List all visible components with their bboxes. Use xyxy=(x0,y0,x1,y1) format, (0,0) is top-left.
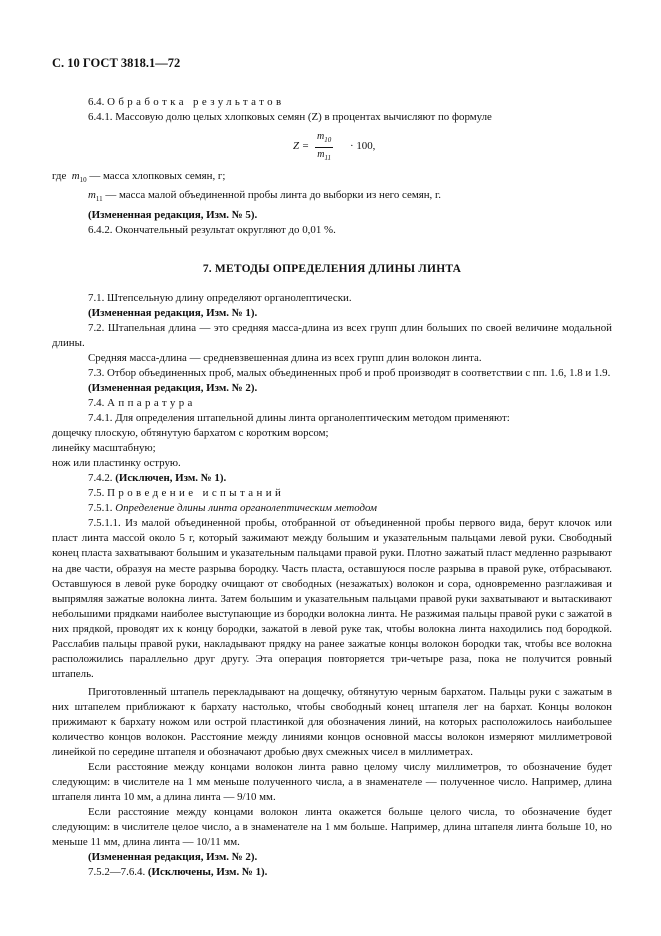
subsection-heading-7-5: 7.5. Проведение испытаний xyxy=(88,487,285,500)
paragraph-7-2: 7.2. Штапельная длина — это средняя масса-длина из всех групп длин больших по своей величине модальной длины. xyxy=(52,321,612,349)
paragraph-integer-length: Если расстояние между концами волокон линта равно целому числу миллиметров, то обозначение будет следующим: в числителе на 1 мм меньше полученного числа, а в знаменателе — полученное число. Например, длина штапеля линта 10 мм, а длина линта — 9/10 мм. xyxy=(52,761,612,804)
list-item: линейку масштабную; xyxy=(52,442,156,455)
paragraph-7-4-1: 7.4.1. Для определения штапельной длины линта органолептическим методом применяют: xyxy=(88,412,510,425)
formula-fraction: $\frac{m_{10}}{m_{11}}$ xyxy=(317,131,332,163)
paragraph-7-5-1-1: 7.5.1.1. Из малой объединенной пробы, отобранной от объединенной пробы первого вида, берут клочок или пласт линта массой около 5 г, который зажимают между большим и указательным пальцами левой руки. Свободный конец пласта захватывают большим и указательным пальцами правой руки. Плотно зажатый пласт медленно разрывают на две части, образуя на месте разрыва бородку. Часть пласта, оставшуюся после разрыва в правой руке, отбрасывают. Оставшуюся в левой руке бородку очищают от свободных (незажатых) волокон и сора, одновременно разглаживая и выпрямляя зажатые волокна линта. Затем большим и указательным пальцами правой руки захватывают и вытаскивают небольшими прядками наиболее выступающие из бородки волокна линта. Не разжимая пальцы правой руки с зажатой в них прядкой, проводят их к концу бородки, зажатой в левой руке так, чтобы волокна линта находились под бородкой. Расслабив пальцы правой руки, накладывают прядку на ранее зажатые концы волокон бородки так, чтобы все волокна расположились параллельно друг другу. Эта операция повторяется три-четыре раза, пока не получится ровный штапель. xyxy=(52,517,612,680)
paragraph-7-4-2: 7.4.2. (Исключен, Изм. № 1). xyxy=(88,472,227,485)
subsection-heading-6-4: 6.4. Обработка результатов xyxy=(88,96,285,108)
paragraph-6-4-1: 6.4.1. Массовую долю целых хлопковых семян (Z) в процентах вычисляют по формуле xyxy=(88,111,492,124)
edit-note-5: (Измененная редакция, Изм. № 5). xyxy=(88,208,258,221)
where-line-1: где $m_{10}$ — масса хлопковых семян, г; xyxy=(52,170,226,185)
spaced-heading: Обработка результатов xyxy=(107,96,285,108)
list-item: нож или пластинку острую. xyxy=(52,457,181,470)
edit-note-2a: (Измененная редакция, Изм. № 2). xyxy=(88,381,258,394)
edit-note-2b: (Измененная редакция, Изм. № 2). xyxy=(88,851,258,864)
paragraph-7-1: 7.1. Штепсельную длину определяют органолептически. xyxy=(88,291,352,304)
spaced-heading: Аппаратура xyxy=(107,397,196,409)
list-item: дощечку плоскую, обтянутую бархатом с коротким ворсом; xyxy=(52,427,329,440)
formula xyxy=(52,125,612,169)
spaced-heading: Проведение испытаний xyxy=(107,487,285,500)
page-header: С. 10 ГОСТ 3818.1—72 xyxy=(52,56,181,70)
formula-lhs: Z = xyxy=(293,140,310,153)
document-body xyxy=(52,95,612,881)
edit-note-1: (Измененная редакция, Изм. № 1). xyxy=(88,306,258,319)
paragraph-6-4-2: 6.4.2. Окончательный результат округляют до 0,01 %. xyxy=(88,223,336,236)
paragraph-7-3: 7.3. Отбор объединенных проб, малых объединенных проб и проб производят в соответствии с пп. 1.6, 1.8 и 1.9. xyxy=(88,366,611,379)
paragraph-7-5-2: 7.5.2—7.6.4. (Исключены, Изм. № 1). xyxy=(88,866,268,879)
section-title-7: 7. МЕТОДЫ ОПРЕДЕЛЕНИЯ ДЛИНЫ ЛИНТА xyxy=(202,262,462,275)
paragraph-7-5-1: 7.5.1. Определение длины линта органолептическим методом xyxy=(88,502,377,515)
paragraph-fractional-length: Если расстояние между концами волокон линта окажется больше целого числа, то обозначение будет следующим: в числителе целое число, а в знаменателе на 1 мм больше. Например, длина штапеля линта больше 10, но меньше 11 мм, длина линта — 10/11 мм. xyxy=(52,806,612,849)
paragraph-staple-preparation: Приготовленный штапель перекладывают на дощечку, обтянутую черным бархатом. Пальцы руки с зажатым в них штапелем приближают к бархату настолько, чтобы свободный конец штапеля лег на бархат. Концы волокон прижимают к бархату ножом или острой пластинкой для обозначения линий, на которых расположилось наибольшее количество концов волокон. Расстояние между линиями концов основной массы волокон измеряют миллиметровой линейкой по середине штапеля и обозначают дробью двух смежных чисел в миллиметрах. xyxy=(52,685,612,759)
where-line-2: $m_{11}$ — масса малой объединенной пробы линта до выборки из него семян, г. xyxy=(88,189,441,204)
subsection-heading-7-4: 7.4. Аппаратура xyxy=(88,397,196,409)
formula-rhs: · 100, xyxy=(350,140,376,153)
paragraph-7-2-definition: Средняя масса-длина — средневзвешенная длина из всех групп длин волокон линта. xyxy=(88,351,482,364)
